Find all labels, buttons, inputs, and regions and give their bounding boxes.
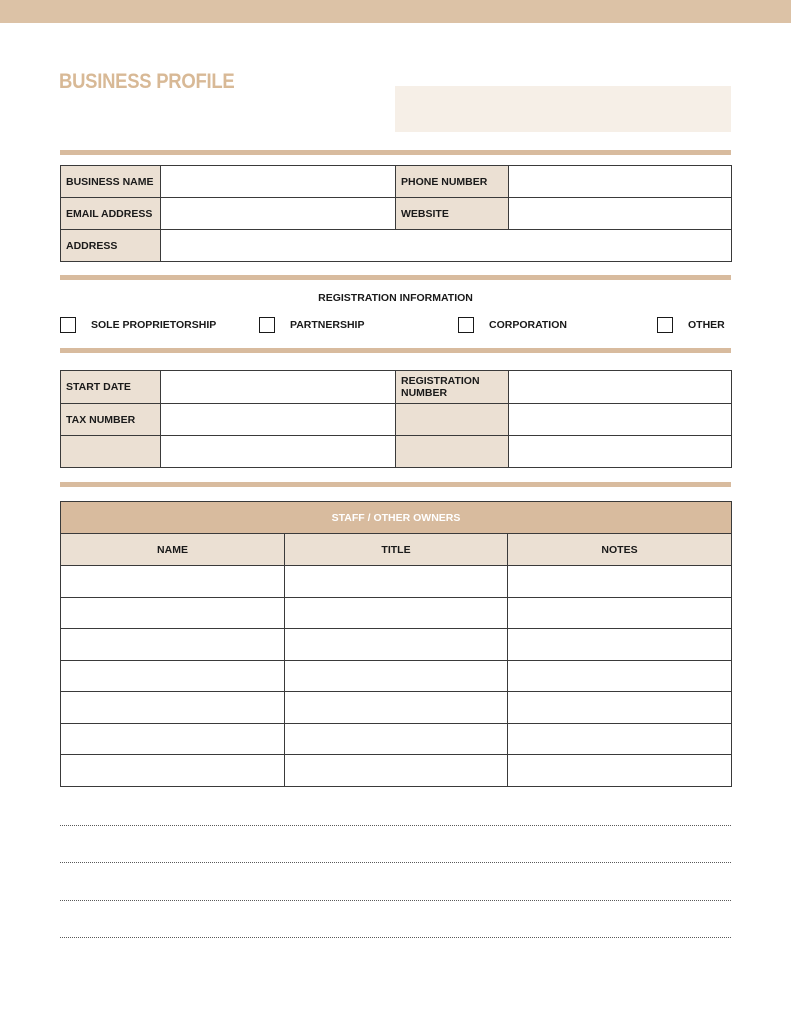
table-cell[interactable]	[508, 755, 732, 787]
notes-line[interactable]	[60, 900, 731, 901]
tax-number-field[interactable]	[161, 404, 396, 436]
blank-label	[396, 436, 509, 468]
divider-rule	[60, 150, 731, 155]
address-field[interactable]	[161, 230, 732, 262]
table-cell[interactable]	[508, 692, 732, 724]
table-cell[interactable]	[508, 629, 732, 661]
table-row	[61, 566, 732, 598]
table-row	[61, 230, 732, 262]
option-label: SOLE PROPRIETORSHIP	[91, 319, 217, 331]
column-header-notes: NOTES	[508, 534, 732, 566]
email-address-field[interactable]	[161, 198, 396, 230]
blank-field[interactable]	[509, 404, 732, 436]
website-label: WEBSITE	[396, 198, 509, 230]
checkbox[interactable]	[60, 317, 76, 333]
divider-rule	[60, 275, 731, 280]
blank-field[interactable]	[161, 436, 396, 468]
divider-rule	[60, 482, 731, 487]
table-row	[61, 597, 732, 629]
table-cell[interactable]	[61, 723, 285, 755]
address-label: ADDRESS	[61, 230, 161, 262]
table-cell[interactable]	[508, 723, 732, 755]
website-field[interactable]	[509, 198, 732, 230]
top-accent-band	[0, 0, 791, 23]
blank-field[interactable]	[509, 436, 732, 468]
table-cell[interactable]	[61, 629, 285, 661]
table-row	[61, 198, 732, 230]
option-label: CORPORATION	[489, 319, 567, 331]
notes-line[interactable]	[60, 825, 731, 826]
divider-rule	[60, 348, 731, 353]
table-cell[interactable]	[61, 692, 285, 724]
option-label: OTHER	[688, 319, 725, 331]
column-header-title: TITLE	[285, 534, 508, 566]
table-cell[interactable]	[61, 566, 285, 598]
table-cell[interactable]	[61, 755, 285, 787]
business-info-table	[60, 165, 732, 262]
table-cell[interactable]	[285, 597, 508, 629]
checkbox[interactable]	[458, 317, 474, 333]
email-address-label: EMAIL ADDRESS	[61, 198, 161, 230]
option-corporation[interactable]	[458, 317, 567, 333]
page-title: BUSINESS PROFILE	[59, 70, 235, 93]
option-label: PARTNERSHIP	[290, 319, 365, 331]
tax-number-label: TAX NUMBER	[61, 404, 161, 436]
table-row	[61, 755, 732, 787]
business-name-field[interactable]	[161, 166, 396, 198]
table-row	[61, 404, 732, 436]
table-row	[61, 723, 732, 755]
option-partnership[interactable]	[259, 317, 364, 333]
staff-table-title: STAFF / OTHER OWNERS	[61, 502, 732, 534]
table-cell[interactable]	[285, 723, 508, 755]
notes-line[interactable]	[60, 862, 731, 863]
start-date-field[interactable]	[161, 371, 396, 404]
table-row	[61, 660, 732, 692]
notes-line[interactable]	[60, 937, 731, 938]
table-cell[interactable]	[285, 629, 508, 661]
table-row	[61, 436, 732, 468]
phone-number-field[interactable]	[509, 166, 732, 198]
staff-table	[60, 501, 732, 787]
option-sole-proprietorship[interactable]	[60, 317, 216, 333]
column-header-row	[61, 534, 732, 566]
registration-title: REGISTRATION INFORMATION	[318, 292, 473, 304]
option-other[interactable]	[657, 317, 725, 333]
table-row	[61, 629, 732, 661]
table-cell[interactable]	[61, 660, 285, 692]
registration-number-label: REGISTRATION NUMBER	[396, 371, 509, 404]
registration-number-field[interactable]	[509, 371, 732, 404]
column-header-name: NAME	[61, 534, 285, 566]
table-cell[interactable]	[61, 597, 285, 629]
table-cell[interactable]	[285, 660, 508, 692]
phone-number-label: PHONE NUMBER	[396, 166, 509, 198]
business-name-label: BUSINESS NAME	[61, 166, 161, 198]
table-row	[61, 692, 732, 724]
checkbox[interactable]	[259, 317, 275, 333]
business-name-box[interactable]	[395, 86, 731, 132]
blank-label	[61, 436, 161, 468]
table-cell[interactable]	[285, 755, 508, 787]
checkbox[interactable]	[657, 317, 673, 333]
table-cell[interactable]	[508, 597, 732, 629]
table-cell[interactable]	[508, 566, 732, 598]
table-row	[61, 371, 732, 404]
table-row	[61, 166, 732, 198]
start-date-label: START DATE	[61, 371, 161, 404]
registration-details-table	[60, 370, 732, 468]
table-cell[interactable]	[285, 566, 508, 598]
table-cell[interactable]	[285, 692, 508, 724]
table-cell[interactable]	[508, 660, 732, 692]
blank-label	[396, 404, 509, 436]
table-header-row	[61, 502, 732, 534]
